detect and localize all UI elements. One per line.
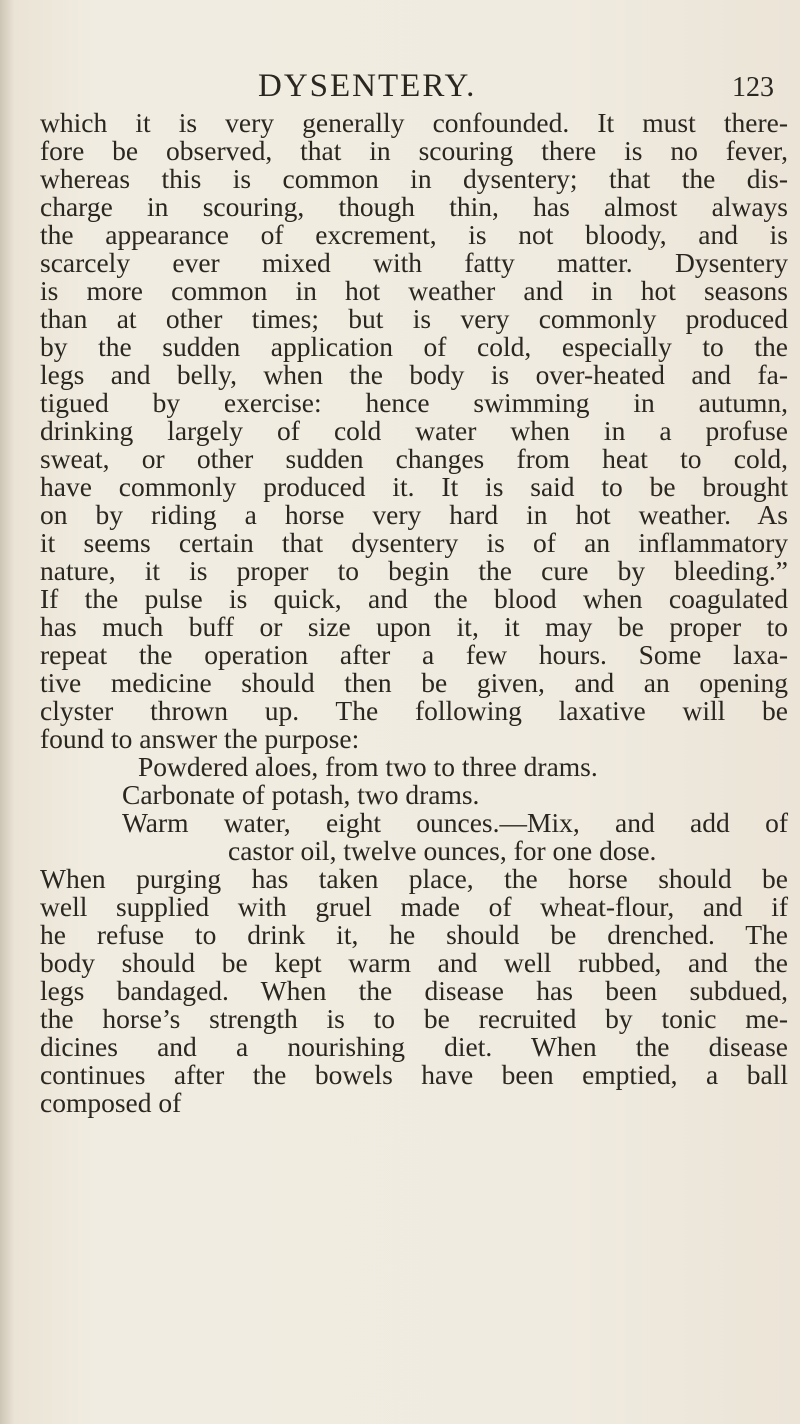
text-line: is more common in hot weather and in hot seasons <box>40 275 788 306</box>
text-line: has much buff or size upon it, it may be proper to <box>40 611 788 642</box>
text-line: the horse’s strength is to be recruited by tonic me- <box>40 1003 788 1034</box>
recipe-line: Warm water, eight ounces.—Mix, and add of <box>122 807 788 838</box>
text-line: legs and belly, when the body is over-heated and fa- <box>40 359 788 390</box>
text-line: well supplied with gruel made of wheat-flour, and if <box>40 891 788 922</box>
text-line: have commonly produced it. It is said to be brought <box>40 471 788 502</box>
text-line: drinking largely of cold water when in a profuse <box>40 415 788 446</box>
text-line: dicines and a nourishing diet. When the disease <box>40 1031 788 1062</box>
text-line: fore be observed, that in scouring there is no fever, <box>40 135 788 166</box>
text-line: it seems certain that dysentery is of an inflammatory <box>40 527 788 558</box>
text-line: whereas this is common in dysentery; that the dis- <box>40 163 788 194</box>
text-line: tigued by exercise: hence swimming in autumn, <box>40 387 788 418</box>
running-head <box>0 68 800 108</box>
body-text <box>40 109 788 1117</box>
text-line: nature, it is proper to begin the cure by bleeding.” <box>40 555 788 586</box>
text-line: scarcely ever mixed with fatty matter. Dysentery <box>40 247 788 278</box>
text-line: sweat, or other sudden changes from heat to cold, <box>40 443 788 474</box>
text-line: clyster thrown up. The following laxative will be <box>40 695 788 726</box>
text-line: charge in scouring, though thin, has almost always <box>40 191 788 222</box>
page-gutter-shadow <box>0 0 14 1424</box>
text-line: tive medicine should then be given, and an opening <box>40 667 788 698</box>
recipe-line: castor oil, twelve ounces, for one dose. <box>228 835 657 866</box>
text-line: continues after the bowels have been emptied, a ball <box>40 1059 788 1090</box>
recipe-line: Powdered aloes, from two to three drams. <box>138 751 598 782</box>
text-line: he refuse to drink it, he should be drenched. The <box>40 919 788 950</box>
text-line: When purging has taken place, the horse should be <box>40 863 788 894</box>
page-number: 123 <box>732 72 774 103</box>
text-line: which it is very generally confounded. It must there- <box>40 107 788 138</box>
text-line: on by riding a horse very hard in hot weather. As <box>40 499 788 530</box>
text-line: by the sudden application of cold, especially to the <box>40 331 788 362</box>
text-line: body should be kept warm and well rubbed, and the <box>40 947 788 978</box>
text-line: If the pulse is quick, and the blood when coagulated <box>40 583 788 614</box>
text-line: composed of <box>40 1087 182 1118</box>
text-line: repeat the operation after a few hours. Some laxa- <box>40 639 788 670</box>
recipe-line: Carbonate of potash, two drams. <box>122 779 480 810</box>
chapter-title: DYSENTERY. <box>258 68 477 104</box>
text-line: found to answer the purpose: <box>40 723 360 754</box>
text-line: legs bandaged. When the disease has been subdued, <box>40 975 788 1006</box>
text-line: the appearance of excrement, is not bloody, and is <box>40 219 788 250</box>
text-line: than at other times; but is very commonly produced <box>40 303 788 334</box>
